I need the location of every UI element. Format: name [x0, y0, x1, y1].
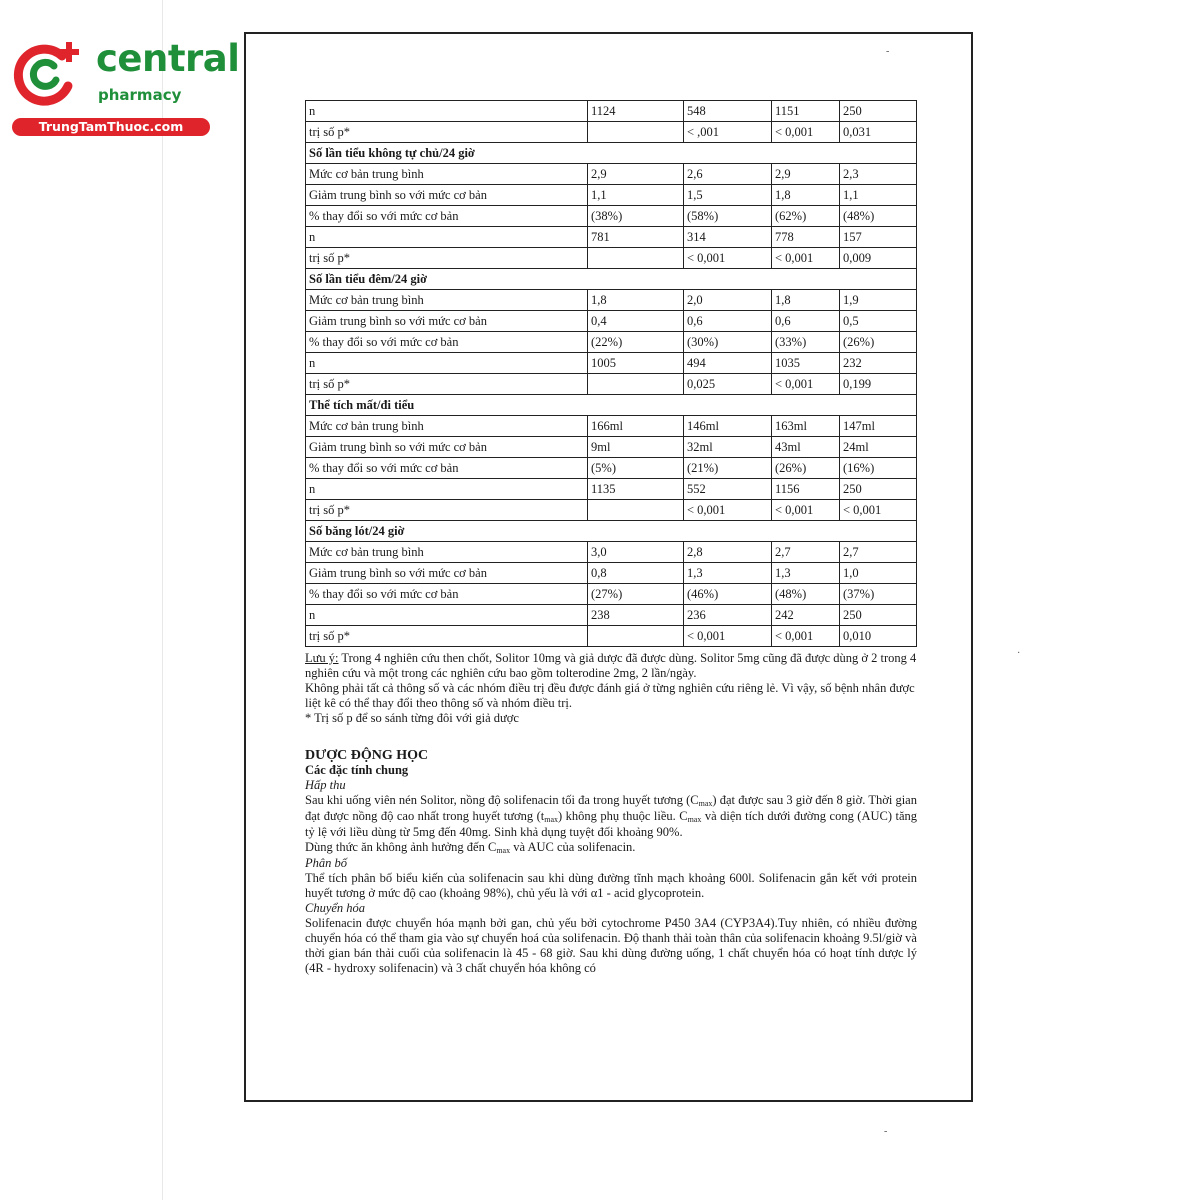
value-cell: 1,5 [684, 185, 772, 206]
row-label-cell: trị số p* [306, 626, 588, 647]
table-row [306, 164, 917, 185]
central-pharmacy-logo[interactable] [10, 36, 240, 136]
text-run: ) đạt được sau 3 giờ đến 8 giờ. Thời gian đạt được nồng độ cao nhất trong huyết tương (t [305, 793, 917, 823]
value-cell: 0,031 [840, 122, 917, 143]
value-cell: (16%) [840, 458, 917, 479]
text-run: Dùng thức ăn không ảnh hưởng đến C [305, 840, 497, 854]
value-cell [588, 248, 684, 269]
value-cell: 1135 [588, 479, 684, 500]
value-cell: 0,010 [840, 626, 917, 647]
note-label: Lưu ý: [305, 651, 339, 665]
value-cell: 147ml [840, 416, 917, 437]
value-cell [588, 374, 684, 395]
table-row [306, 290, 917, 311]
value-cell: < 0,001 [772, 374, 840, 395]
value-cell: 43ml [772, 437, 840, 458]
value-cell [588, 500, 684, 521]
value-cell [588, 626, 684, 647]
metabolism-heading: Chuyển hóa [305, 901, 366, 915]
row-label-cell: % thay đổi so với mức cơ bản [306, 584, 588, 605]
value-cell: 2,0 [684, 290, 772, 311]
value-cell: 1,8 [588, 290, 684, 311]
value-cell: 548 [684, 101, 772, 122]
note-paragraph [305, 651, 917, 681]
table-row [306, 206, 917, 227]
value-cell: (37%) [840, 584, 917, 605]
value-cell: (38%) [588, 206, 684, 227]
value-cell: < 0,001 [684, 626, 772, 647]
table-row [306, 584, 917, 605]
food-paragraph [305, 840, 917, 856]
table-row [306, 311, 917, 332]
section-heading: DƯỢC ĐỘNG HỌC [305, 748, 429, 763]
document-content [305, 100, 917, 976]
value-cell [588, 122, 684, 143]
row-label-cell: Giảm trung bình so với mức cơ bản [306, 563, 588, 584]
table-row [306, 227, 917, 248]
value-cell: 0,5 [840, 311, 917, 332]
row-label-cell: % thay đổi so với mức cơ bản [306, 458, 588, 479]
value-cell: 24ml [840, 437, 917, 458]
row-label-cell: Giảm trung bình so với mức cơ bản [306, 311, 588, 332]
text-run: và diện tích dưới đường cong (AUC) tăng tỷ lệ với liều dùng từ 5mg đến 40mg. Sinh khả dụng tuyệt đối khoảng 90%. [305, 809, 918, 839]
distribution-heading: Phân bố [305, 856, 348, 870]
table-row [306, 626, 917, 647]
scan-fold-line [162, 0, 163, 1200]
value-cell: (26%) [840, 332, 917, 353]
value-cell: 0,4 [588, 311, 684, 332]
value-cell: 2,9 [588, 164, 684, 185]
value-cell: < ,001 [684, 122, 772, 143]
value-cell: 163ml [772, 416, 840, 437]
value-cell: 0,199 [840, 374, 917, 395]
row-label-cell: n [306, 479, 588, 500]
value-cell: (48%) [772, 584, 840, 605]
table-notes [305, 651, 917, 726]
table-row [306, 605, 917, 626]
table-row [306, 416, 917, 437]
value-cell: (22%) [588, 332, 684, 353]
value-cell: (58%) [684, 206, 772, 227]
row-label-cell: % thay đổi so với mức cơ bản [306, 206, 588, 227]
efficacy-results-table [305, 100, 917, 647]
value-cell: 157 [840, 227, 917, 248]
row-label-cell: Mức cơ bản trung bình [306, 416, 588, 437]
table-row [306, 374, 917, 395]
value-cell: 552 [684, 479, 772, 500]
value-cell: 238 [588, 605, 684, 626]
value-cell: 1124 [588, 101, 684, 122]
value-cell: (27%) [588, 584, 684, 605]
row-label-cell: trị số p* [306, 248, 588, 269]
logo-subtitle: pharmacy [98, 86, 182, 104]
table-section-row [306, 521, 917, 542]
value-cell: (33%) [772, 332, 840, 353]
value-cell: (5%) [588, 458, 684, 479]
value-cell: (21%) [684, 458, 772, 479]
value-cell: 1005 [588, 353, 684, 374]
value-cell: 232 [840, 353, 917, 374]
value-cell: 1,1 [840, 185, 917, 206]
value-cell: 2,7 [840, 542, 917, 563]
text-run: ) không phụ thuộc liều. C [558, 809, 688, 823]
table-section-row [306, 395, 917, 416]
value-cell: < 0,001 [684, 500, 772, 521]
note-paragraph-2: Không phải tất cả thông số và các nhóm điều trị đều được đánh giá ở từng nghiên cứu riêng lẻ. Vì vậy, số bệnh nhân được liệt kê có thể thay đổi theo thông số và nhóm điều trị. [305, 681, 915, 710]
section-title-cell: Thể tích mất/đi tiểu [306, 395, 917, 416]
note-paragraph-3: * Trị số p để so sánh từng đôi với giả dược [305, 711, 519, 725]
value-cell: 146ml [684, 416, 772, 437]
table-row [306, 332, 917, 353]
value-cell: (48%) [840, 206, 917, 227]
value-cell: < 0,001 [772, 248, 840, 269]
table-row [306, 563, 917, 584]
scan-speck: - [886, 46, 890, 57]
table-row [306, 248, 917, 269]
metabolism-paragraph: Solifenacin được chuyển hóa mạnh bởi gan, chủ yếu bởi cytochrome P450 3A4 (CYP3A4).Tuy nhiên, có nhiều đường chuyển hóa có thể tham gia vào sự chuyển hoá của solifenacin. Độ thanh thải toàn thân của solifenacin khoảng 9.5l/giờ và thời gian bán thải cuối của solifenacin là 45 - 68 giờ. Sau khi dùng đường uống, 1 chất chuyển hóa có hoạt tính dược lý (4R - hydroxy solifenacin) và 3 chất chuyển hóa không có [305, 916, 917, 975]
subscript: max [544, 815, 559, 824]
value-cell: < 0,001 [772, 122, 840, 143]
table-row [306, 122, 917, 143]
row-label-cell: Giảm trung bình so với mức cơ bản [306, 437, 588, 458]
pharmacy-cross-logo-icon [10, 38, 90, 108]
value-cell: 2,9 [772, 164, 840, 185]
note-text: Trong 4 nghiên cứu then chốt, Solitor 10mg và giả dược đã được dùng. Solitor 5mg cũng đã được dùng ở 2 trong 4 nghiên cứu và một trong các nghiên cứu bao gồm tolterodine 2mg, 2 lần/ngày. [305, 651, 917, 680]
row-label-cell: n [306, 605, 588, 626]
value-cell: < 0,001 [840, 500, 917, 521]
subsection-heading: Các đặc tính chung [305, 763, 409, 777]
table-row [306, 185, 917, 206]
row-label-cell: n [306, 227, 588, 248]
value-cell: < 0,001 [772, 500, 840, 521]
value-cell: (46%) [684, 584, 772, 605]
subscript: max [698, 799, 713, 808]
row-label-cell: % thay đổi so với mức cơ bản [306, 332, 588, 353]
value-cell: 250 [840, 479, 917, 500]
value-cell: 1151 [772, 101, 840, 122]
table-row [306, 479, 917, 500]
value-cell: 781 [588, 227, 684, 248]
table-row [306, 500, 917, 521]
value-cell: 0,025 [684, 374, 772, 395]
row-label-cell: n [306, 101, 588, 122]
value-cell: 236 [684, 605, 772, 626]
value-cell: 3,0 [588, 542, 684, 563]
row-label-cell: n [306, 353, 588, 374]
value-cell: 1,3 [684, 563, 772, 584]
row-label-cell: trị số p* [306, 374, 588, 395]
value-cell: 0,009 [840, 248, 917, 269]
value-cell: 0,8 [588, 563, 684, 584]
value-cell: 1,9 [840, 290, 917, 311]
value-cell: 2,8 [684, 542, 772, 563]
table-section-row [306, 269, 917, 290]
absorption-heading: Hấp thu [305, 778, 346, 792]
value-cell: (62%) [772, 206, 840, 227]
section-title-cell: Số băng lót/24 giờ [306, 521, 917, 542]
value-cell: (26%) [772, 458, 840, 479]
value-cell: 1,3 [772, 563, 840, 584]
row-label-cell: trị số p* [306, 500, 588, 521]
logo-website[interactable]: TrungTamThuoc.com [12, 118, 210, 136]
value-cell: 32ml [684, 437, 772, 458]
row-label-cell: trị số p* [306, 122, 588, 143]
row-label-cell: Mức cơ bản trung bình [306, 164, 588, 185]
section-title-cell: Số lần tiểu đêm/24 giờ [306, 269, 917, 290]
text-run: Sau khi uống viên nén Solitor, nồng độ solifenacin tối đa trong huyết tương (C [305, 793, 699, 807]
table-row [306, 458, 917, 479]
subscript: max [687, 815, 702, 824]
value-cell: 778 [772, 227, 840, 248]
value-cell: 250 [840, 605, 917, 626]
value-cell: 9ml [588, 437, 684, 458]
text-run: và AUC của solifenacin. [510, 840, 636, 854]
scan-speck: · [1017, 648, 1021, 659]
table-row [306, 437, 917, 458]
value-cell: 1,8 [772, 290, 840, 311]
value-cell: 250 [840, 101, 917, 122]
value-cell: 0,6 [684, 311, 772, 332]
table-row [306, 353, 917, 374]
value-cell: 314 [684, 227, 772, 248]
subscript: max [496, 846, 511, 855]
absorption-paragraph [305, 793, 917, 840]
table-section-row [306, 143, 917, 164]
logo-wordmark: central [96, 37, 240, 80]
row-label-cell: Mức cơ bản trung bình [306, 542, 588, 563]
value-cell: 1,8 [772, 185, 840, 206]
value-cell: 166ml [588, 416, 684, 437]
table-row [306, 101, 917, 122]
pharmacokinetics-section [305, 748, 917, 976]
value-cell: 242 [772, 605, 840, 626]
row-label-cell: Giảm trung bình so với mức cơ bản [306, 185, 588, 206]
distribution-paragraph: Thể tích phân bố biểu kiến của solifenacin sau khi dùng đường tĩnh mạch khoảng 600l. Solifenacin gắn kết với protein huyết tương ở mức độ cao (khoảng 98%), chủ yếu là với α1 - acid glycoprotein. [305, 871, 917, 900]
value-cell: 1,0 [840, 563, 917, 584]
scan-speck: - [884, 1126, 888, 1137]
section-title-cell: Số lần tiểu không tự chủ/24 giờ [306, 143, 917, 164]
value-cell: < 0,001 [772, 626, 840, 647]
value-cell: 1156 [772, 479, 840, 500]
value-cell: 1,1 [588, 185, 684, 206]
value-cell: < 0,001 [684, 248, 772, 269]
value-cell: 1035 [772, 353, 840, 374]
row-label-cell: Mức cơ bản trung bình [306, 290, 588, 311]
value-cell: 2,6 [684, 164, 772, 185]
value-cell: 0,6 [772, 311, 840, 332]
table-row [306, 542, 917, 563]
value-cell: 2,3 [840, 164, 917, 185]
value-cell: (30%) [684, 332, 772, 353]
value-cell: 494 [684, 353, 772, 374]
value-cell: 2,7 [772, 542, 840, 563]
